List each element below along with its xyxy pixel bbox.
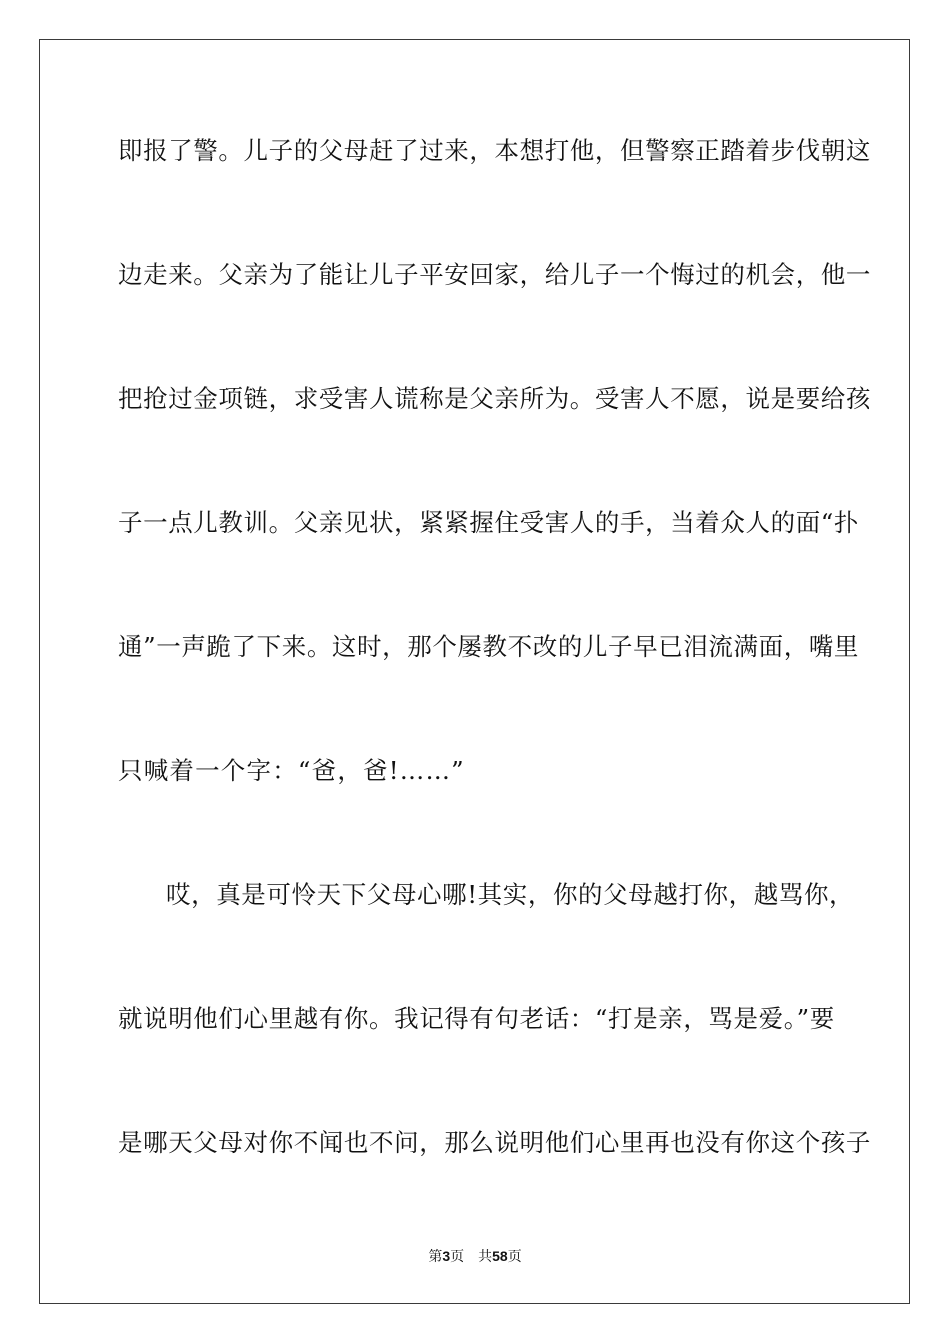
paragraph-line-3: 把抢过金项链，求受害人谎称是父亲所为。受害人不愿，说是要给孩 bbox=[118, 384, 871, 413]
paragraph-line-1: 即报了警。儿子的父母赶了过来，本想打他，但警察正踏着步伐朝这 bbox=[118, 136, 871, 165]
paragraph-line-4: 子一点儿教训。父亲见状，紧紧握住受害人的手，当着众人的面“扑 bbox=[118, 508, 860, 537]
page-prefix: 第 bbox=[428, 1249, 443, 1265]
paragraph-line-7: 哎，真是可怜天下父母心哪!其实，你的父母越打你，越骂你， bbox=[166, 880, 855, 909]
total-suffix: 页 bbox=[507, 1249, 522, 1265]
page-border bbox=[39, 39, 910, 1304]
total-prefix: 共 bbox=[478, 1249, 493, 1265]
total-pages-number: 58 bbox=[492, 1248, 508, 1264]
paragraph-line-6: 只喊着一个字：“爸，爸!……” bbox=[118, 756, 465, 785]
paragraph-line-8: 就说明他们心里越有你。我记得有句老话：“打是亲，骂是爱。”要 bbox=[118, 1004, 835, 1033]
paragraph-line-2: 边走来。父亲为了能让儿子平安回家，给儿子一个悔过的机会，他一 bbox=[118, 260, 871, 289]
paragraph-line-9: 是哪天父母对你不闻也不问，那么说明他们心里再也没有你这个孩子 bbox=[118, 1128, 871, 1157]
current-page-number: 3 bbox=[442, 1248, 451, 1264]
page-footer bbox=[0, 1247, 950, 1266]
paragraph-line-5: 通”一声跪了下来。这时，那个屡教不改的儿子早已泪流满面，嘴里 bbox=[118, 632, 860, 661]
page-suffix: 页 bbox=[450, 1249, 465, 1265]
